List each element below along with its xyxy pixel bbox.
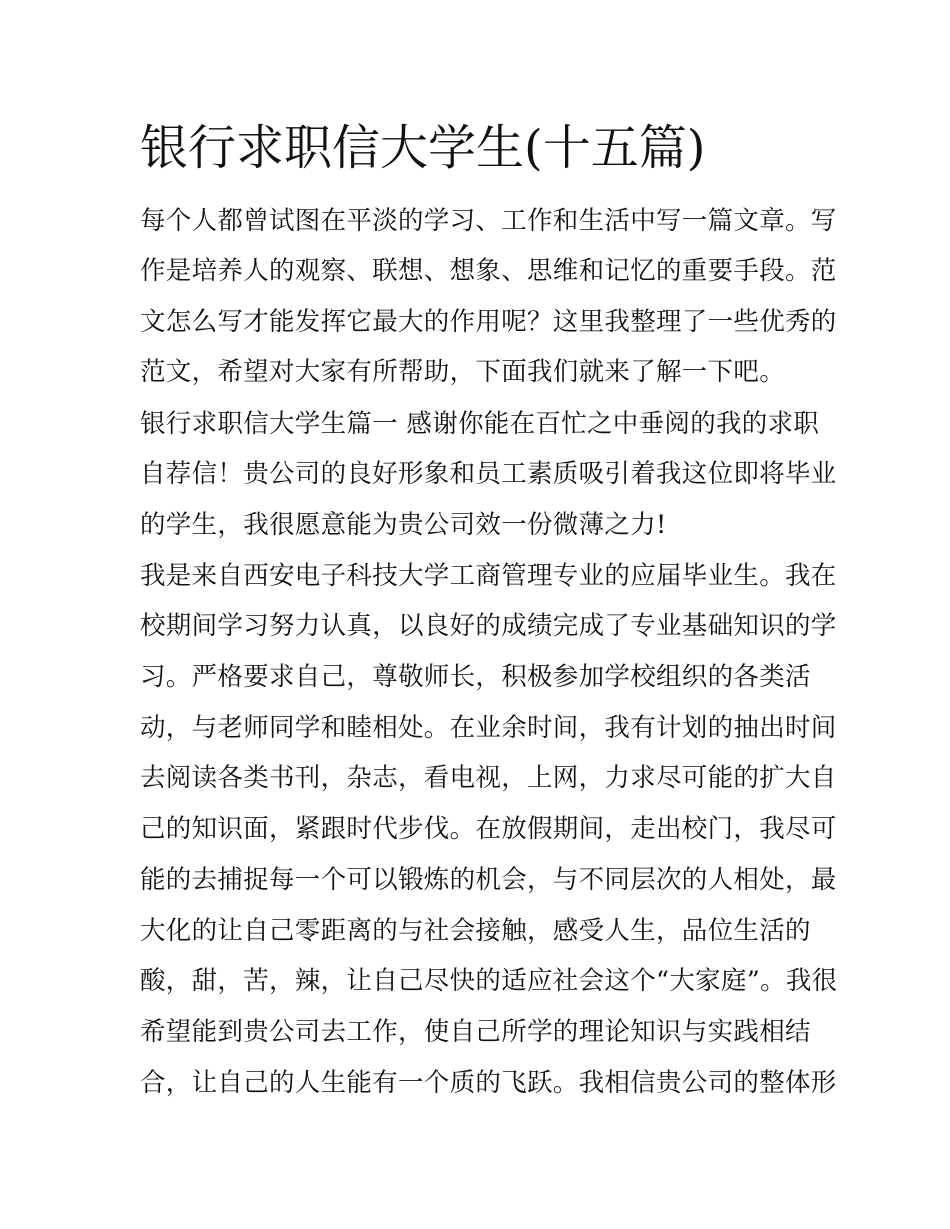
text-line: 银行求职信大学生篇一 感谢你能在百忙之中垂阅的我的求职: [140, 409, 820, 439]
document-title: 银行求职信大学生(十五篇): [140, 120, 706, 176]
text-line: 希望能到贵公司去工作，使自己所学的理论知识与实践相结: [140, 1017, 811, 1047]
text-line: 每个人都曾试图在平淡的学习、工作和生活中写一篇文章。写: [140, 206, 837, 236]
text-line: 酸，甜，苦，辣，让自己尽快的适应社会这个“大家庭”。我很: [140, 966, 838, 996]
text-line: 合，让自己的人生能有一个质的飞跃。我相信贵公司的整体形: [140, 1068, 837, 1098]
text-line: 大化的让自己零距离的与社会接触，感受人生，品位生活的: [140, 916, 811, 946]
text-line: 的学生，我很愿意能为贵公司效一份微薄之力!: [140, 510, 667, 540]
text-line: 己的知识面，紧跟时代步伐。在放假期间，走出校门，我尽可: [140, 814, 837, 844]
text-line: 校期间学习努力认真，以良好的成绩完成了专业基础知识的学: [140, 611, 837, 641]
text-line: 我是来自西安电子科技大学工商管理专业的应届毕业生。我在: [140, 561, 837, 591]
text-line: 自荐信！贵公司的良好形象和员工素质吸引着我这位即将毕业: [140, 459, 837, 489]
text-line: 动，与老师同学和睦相处。在业余时间，我有计划的抽出时间: [140, 713, 837, 743]
text-line: 能的去捕捉每一个可以锻炼的机会，与不同层次的人相处，最: [140, 865, 837, 895]
text-line: 文怎么写才能发挥它最大的作用呢？这里我整理了一些优秀的: [140, 307, 837, 337]
text-line: 去阅读各类书刊，杂志，看电视，上网，力求尽可能的扩大自: [140, 763, 837, 793]
text-line: 习。严格要求自己，尊敬师长，积极参加学校组织的各类活: [140, 662, 811, 692]
text-line: 作是培养人的观察、联想、想象、思维和记忆的重要手段。范: [140, 256, 837, 286]
text-line: 范文，希望对大家有所帮助，下面我们就来了解一下吧。: [140, 357, 786, 387]
